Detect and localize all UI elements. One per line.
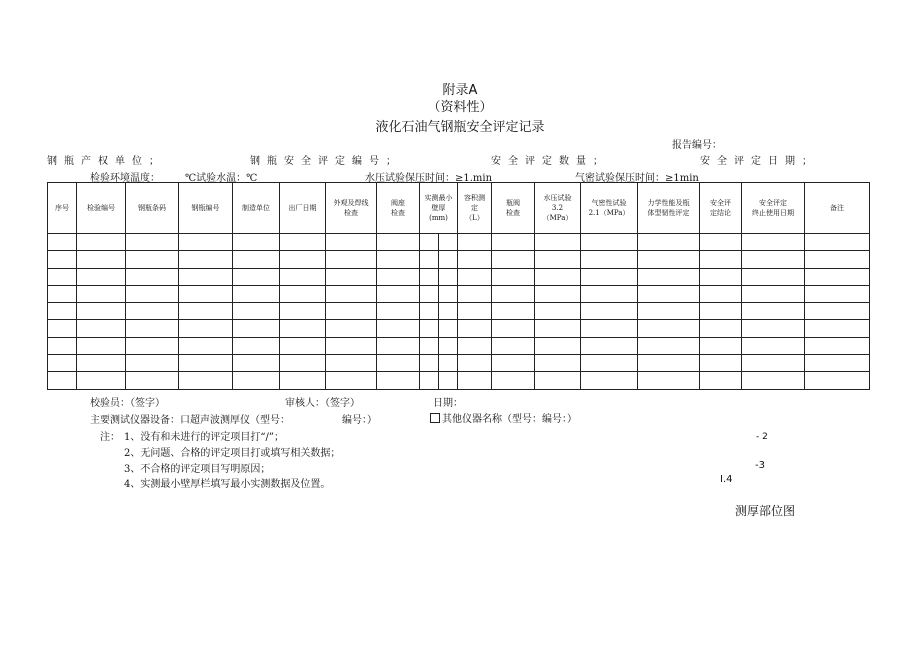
table-cell[interactable] <box>805 355 870 372</box>
table-cell[interactable] <box>458 303 492 320</box>
column-header-line: 检查 <box>391 209 405 217</box>
table-cell[interactable] <box>535 251 581 268</box>
table-cell[interactable] <box>179 303 233 320</box>
table-cell[interactable] <box>700 320 742 337</box>
table-cell[interactable] <box>581 285 638 302</box>
table-cell[interactable] <box>535 268 581 285</box>
table-cell[interactable] <box>638 355 700 372</box>
table-cell[interactable] <box>700 285 742 302</box>
assessment-code-label: 钢瓶安全评定编号； <box>250 156 403 167</box>
column-header-line: 钢瓶条码 <box>138 204 166 212</box>
table-row <box>48 355 870 372</box>
table-row <box>48 320 870 337</box>
column-header-line: 壁厚 <box>431 204 446 212</box>
table-cell[interactable] <box>439 320 458 337</box>
table-cell[interactable] <box>439 372 458 389</box>
column-header-line: （MPa） <box>542 214 573 222</box>
table-cell[interactable] <box>420 268 439 285</box>
table-cell[interactable] <box>581 303 638 320</box>
table-row <box>48 268 870 285</box>
column-header <box>805 183 870 234</box>
table-cell[interactable] <box>233 320 280 337</box>
table-cell[interactable] <box>638 337 700 354</box>
note-item: 3、不合格的评定项目写明原因； <box>124 464 271 475</box>
table-cell[interactable] <box>77 355 126 372</box>
column-header <box>581 183 638 234</box>
column-header-line: 序号 <box>55 204 69 212</box>
table-cell[interactable] <box>420 234 439 251</box>
column-header-line: 出厂日期 <box>288 204 317 212</box>
other-equipment-label: 其他仪器名称（型号：编号：） <box>442 414 577 425</box>
table-cell[interactable] <box>492 234 535 251</box>
table-row <box>48 337 870 354</box>
column-header <box>535 183 581 234</box>
table-cell[interactable] <box>377 355 420 372</box>
report-number-label: 报告编号： <box>672 140 722 151</box>
column-header-line: (mm) <box>429 214 448 222</box>
table-cell[interactable] <box>439 285 458 302</box>
table-cell[interactable] <box>805 337 870 354</box>
column-header <box>233 183 280 234</box>
column-header <box>280 183 326 234</box>
table-cell[interactable] <box>179 320 233 337</box>
table-cell[interactable] <box>638 251 700 268</box>
table-cell[interactable] <box>742 320 805 337</box>
inspector-signature: 校验员：（签字） <box>90 398 165 409</box>
side-mark-4: I.4 <box>720 474 733 485</box>
column-header-line: 钢瓶编号 <box>191 204 220 212</box>
column-header-line: 检查 <box>344 209 358 217</box>
table-cell[interactable] <box>638 303 700 320</box>
table-cell[interactable] <box>492 355 535 372</box>
appendix-label: 附录A <box>442 83 478 98</box>
column-header-line: 定结论 <box>710 209 731 217</box>
table-cell[interactable] <box>439 251 458 268</box>
table-cell[interactable] <box>326 320 377 337</box>
table-cell[interactable] <box>581 337 638 354</box>
column-header <box>48 183 77 234</box>
table-cell[interactable] <box>280 320 326 337</box>
column-header-line: 力学性能及瓶 <box>647 199 690 207</box>
table-cell[interactable] <box>377 320 420 337</box>
table-cell[interactable] <box>638 268 700 285</box>
table-cell[interactable] <box>581 268 638 285</box>
table-cell[interactable] <box>77 303 126 320</box>
side-mark-2: - 2 <box>756 432 768 442</box>
table-cell[interactable] <box>126 303 179 320</box>
table-cell[interactable] <box>458 285 492 302</box>
table-cell[interactable] <box>77 372 126 389</box>
main-equipment-label: 主要测试仪器设备：口超声波测厚仪（型号： <box>90 415 290 426</box>
assessment-record-table <box>47 182 870 390</box>
table-cell[interactable] <box>48 337 77 354</box>
table-cell[interactable] <box>581 320 638 337</box>
table-cell[interactable] <box>280 268 326 285</box>
signature-date: 日期： <box>433 398 463 409</box>
table-cell[interactable] <box>280 372 326 389</box>
table-cell[interactable] <box>48 268 77 285</box>
table-cell[interactable] <box>581 234 638 251</box>
table-cell[interactable] <box>439 337 458 354</box>
table-cell[interactable] <box>492 268 535 285</box>
table-cell[interactable] <box>805 285 870 302</box>
table-cell[interactable] <box>48 372 77 389</box>
table-cell[interactable] <box>280 234 326 251</box>
table-cell[interactable] <box>420 251 439 268</box>
column-header-line: 体型韧性评定 <box>647 209 690 217</box>
table-cell[interactable] <box>48 251 77 268</box>
table-cell[interactable] <box>700 355 742 372</box>
table-cell[interactable] <box>77 268 126 285</box>
table-cell[interactable] <box>535 372 581 389</box>
table-cell[interactable] <box>48 285 77 302</box>
table-cell[interactable] <box>535 320 581 337</box>
table-row <box>48 234 870 251</box>
table-cell[interactable] <box>535 234 581 251</box>
table-cell[interactable] <box>742 372 805 389</box>
table-cell[interactable] <box>439 234 458 251</box>
table-cell[interactable] <box>742 251 805 268</box>
table-cell[interactable] <box>742 303 805 320</box>
column-header-line: （L） <box>465 214 484 222</box>
table-cell[interactable] <box>458 337 492 354</box>
table-cell[interactable] <box>458 372 492 389</box>
table-cell[interactable] <box>326 372 377 389</box>
table-row <box>48 372 870 389</box>
table-cell[interactable] <box>700 234 742 251</box>
table-cell[interactable] <box>77 234 126 251</box>
table-cell[interactable] <box>233 372 280 389</box>
table-cell[interactable] <box>326 303 377 320</box>
table-cell[interactable] <box>233 337 280 354</box>
table-cell[interactable] <box>535 355 581 372</box>
table-cell[interactable] <box>126 355 179 372</box>
env-temperature-label: 检验环境温度： <box>90 173 160 184</box>
table-cell[interactable] <box>377 337 420 354</box>
table-cell[interactable] <box>700 337 742 354</box>
table-cell[interactable] <box>420 355 439 372</box>
table-cell[interactable] <box>439 303 458 320</box>
table-cell[interactable] <box>492 320 535 337</box>
document-title: 液化石油气钢瓶安全评定记录 <box>375 120 545 135</box>
table-cell[interactable] <box>420 337 439 354</box>
column-header <box>377 183 420 234</box>
equipment-number-label: 编号：） <box>342 415 377 426</box>
table-cell[interactable] <box>638 320 700 337</box>
table-cell[interactable] <box>700 303 742 320</box>
table-cell[interactable] <box>233 251 280 268</box>
note-item: 1、没有和未进行的评定项目打“/”； <box>124 432 284 443</box>
table-cell[interactable] <box>805 372 870 389</box>
table-cell[interactable] <box>492 337 535 354</box>
table-cell[interactable] <box>126 320 179 337</box>
table-cell[interactable] <box>700 372 742 389</box>
table-cell[interactable] <box>77 251 126 268</box>
assessment-date-label: 安全评定日期； <box>700 156 819 167</box>
table-cell[interactable] <box>700 251 742 268</box>
water-temperature-label: ℃试验水温：℃ <box>185 173 258 184</box>
column-header <box>700 183 742 234</box>
column-header-line: 定 <box>471 204 478 212</box>
table-cell[interactable] <box>377 268 420 285</box>
table-cell[interactable] <box>280 285 326 302</box>
appendix-nature: （资料性） <box>427 100 493 115</box>
table-cell[interactable] <box>233 355 280 372</box>
table-cell[interactable] <box>233 268 280 285</box>
table-cell[interactable] <box>326 355 377 372</box>
table-cell[interactable] <box>581 355 638 372</box>
table-cell[interactable] <box>742 337 805 354</box>
notes-prefix: 注： <box>100 432 120 443</box>
column-header-line: 3.2 <box>551 204 564 212</box>
table-cell[interactable] <box>805 234 870 251</box>
column-header <box>77 183 126 234</box>
column-header <box>126 183 179 234</box>
column-header <box>638 183 700 234</box>
table-cell[interactable] <box>638 285 700 302</box>
table-cell[interactable] <box>420 285 439 302</box>
table-row <box>48 251 870 268</box>
table-header-row <box>48 183 870 234</box>
hydro-hold-time-label: 水压试验保压时间：≥1.min <box>365 173 493 184</box>
table-cell[interactable] <box>420 303 439 320</box>
table-cell[interactable] <box>126 337 179 354</box>
table-cell[interactable] <box>377 303 420 320</box>
gas-hold-time-label: 气密试验保压时间：≥1min <box>575 173 699 184</box>
column-header-line: 备注 <box>830 204 844 212</box>
table-cell[interactable] <box>742 268 805 285</box>
table-cell[interactable] <box>77 285 126 302</box>
column-header-line: 2.1（MPa） <box>588 209 630 217</box>
table-cell[interactable] <box>280 355 326 372</box>
reviewer-signature: 审核人：（签字） <box>285 398 360 409</box>
table-cell[interactable] <box>326 337 377 354</box>
table-cell[interactable] <box>492 251 535 268</box>
table-cell[interactable] <box>179 285 233 302</box>
table-cell[interactable] <box>581 251 638 268</box>
table-cell[interactable] <box>535 303 581 320</box>
column-header-line: 实测最小 <box>424 194 453 202</box>
column-header-line: 检查 <box>506 209 520 217</box>
side-mark-3: -3 <box>755 460 765 471</box>
table-cell[interactable] <box>420 320 439 337</box>
column-header-line: 安全评定 <box>759 199 787 207</box>
table-cell[interactable] <box>581 372 638 389</box>
note-item: 4、实测最小壁厚栏填写最小实测数据及位置。 <box>124 479 331 490</box>
table-cell[interactable] <box>439 268 458 285</box>
table-cell[interactable] <box>179 251 233 268</box>
table-cell[interactable] <box>233 303 280 320</box>
table-cell[interactable] <box>439 355 458 372</box>
table-cell[interactable] <box>126 234 179 251</box>
table-cell[interactable] <box>742 285 805 302</box>
table-cell[interactable] <box>535 285 581 302</box>
assessment-quantity-label: 安全评定数量； <box>491 156 610 167</box>
table-cell[interactable] <box>458 251 492 268</box>
column-header <box>492 183 535 234</box>
table-cell[interactable] <box>805 268 870 285</box>
table-cell[interactable] <box>179 268 233 285</box>
column-header <box>179 183 233 234</box>
table-cell[interactable] <box>742 234 805 251</box>
column-header-line: 阀座 <box>391 199 405 207</box>
table-cell[interactable] <box>233 285 280 302</box>
table-cell[interactable] <box>805 303 870 320</box>
table-cell[interactable] <box>638 372 700 389</box>
table-cell[interactable] <box>377 372 420 389</box>
column-header-line: 外观及焊线 <box>333 199 369 207</box>
thickness-diagram-title: 测厚部位图 <box>735 504 796 518</box>
table-cell[interactable] <box>179 337 233 354</box>
table-cell[interactable] <box>492 303 535 320</box>
table-cell[interactable] <box>326 234 377 251</box>
table-cell[interactable] <box>492 372 535 389</box>
column-header <box>742 183 805 234</box>
table-cell[interactable] <box>742 355 805 372</box>
table-cell[interactable] <box>377 251 420 268</box>
table-cell[interactable] <box>280 303 326 320</box>
column-header-line: 气密性试验 <box>591 199 627 207</box>
table-cell[interactable] <box>492 285 535 302</box>
column-header-line: 安全评 <box>710 199 731 207</box>
table-cell[interactable] <box>48 234 77 251</box>
table-cell[interactable] <box>233 234 280 251</box>
table-cell[interactable] <box>377 285 420 302</box>
column-header <box>326 183 377 234</box>
table-cell[interactable] <box>458 234 492 251</box>
column-header-line: 瓶阀 <box>506 199 520 207</box>
table-cell[interactable] <box>377 234 420 251</box>
column-header-line: 水压试验 <box>543 194 572 202</box>
column-header-line: 容积测 <box>464 194 485 202</box>
table-cell[interactable] <box>48 320 77 337</box>
checkbox-icon <box>430 413 440 423</box>
table-cell[interactable] <box>535 337 581 354</box>
table-cell[interactable] <box>179 372 233 389</box>
owner-label: 钢瓶产权单位； <box>47 156 166 167</box>
other-equipment <box>430 410 577 425</box>
table-cell[interactable] <box>420 372 439 389</box>
table-row <box>48 303 870 320</box>
column-header-line: 制造单位 <box>242 204 270 212</box>
table-cell[interactable] <box>638 234 700 251</box>
table-cell[interactable] <box>805 320 870 337</box>
table-cell[interactable] <box>126 285 179 302</box>
table-cell[interactable] <box>326 285 377 302</box>
table-cell[interactable] <box>805 251 870 268</box>
table-cell[interactable] <box>126 251 179 268</box>
table-cell[interactable] <box>77 337 126 354</box>
table-cell[interactable] <box>326 251 377 268</box>
table-cell[interactable] <box>280 251 326 268</box>
table-cell[interactable] <box>179 234 233 251</box>
table-cell[interactable] <box>458 320 492 337</box>
table-cell[interactable] <box>179 355 233 372</box>
table-cell[interactable] <box>48 303 77 320</box>
table-cell[interactable] <box>458 355 492 372</box>
table-row <box>48 285 870 302</box>
table-cell[interactable] <box>126 372 179 389</box>
column-header-line: 检验编号 <box>87 204 115 212</box>
table-cell[interactable] <box>126 268 179 285</box>
table-cell[interactable] <box>326 268 377 285</box>
table-cell[interactable] <box>700 268 742 285</box>
table-cell[interactable] <box>280 337 326 354</box>
table-cell[interactable] <box>458 268 492 285</box>
table-cell[interactable] <box>48 355 77 372</box>
column-header <box>458 183 492 234</box>
column-header <box>420 183 458 234</box>
column-header-line: 终止使用日期 <box>752 209 794 217</box>
note-item: 2、无问题、合格的评定项目打或填写相关数据； <box>124 448 341 459</box>
table-cell[interactable] <box>77 320 126 337</box>
